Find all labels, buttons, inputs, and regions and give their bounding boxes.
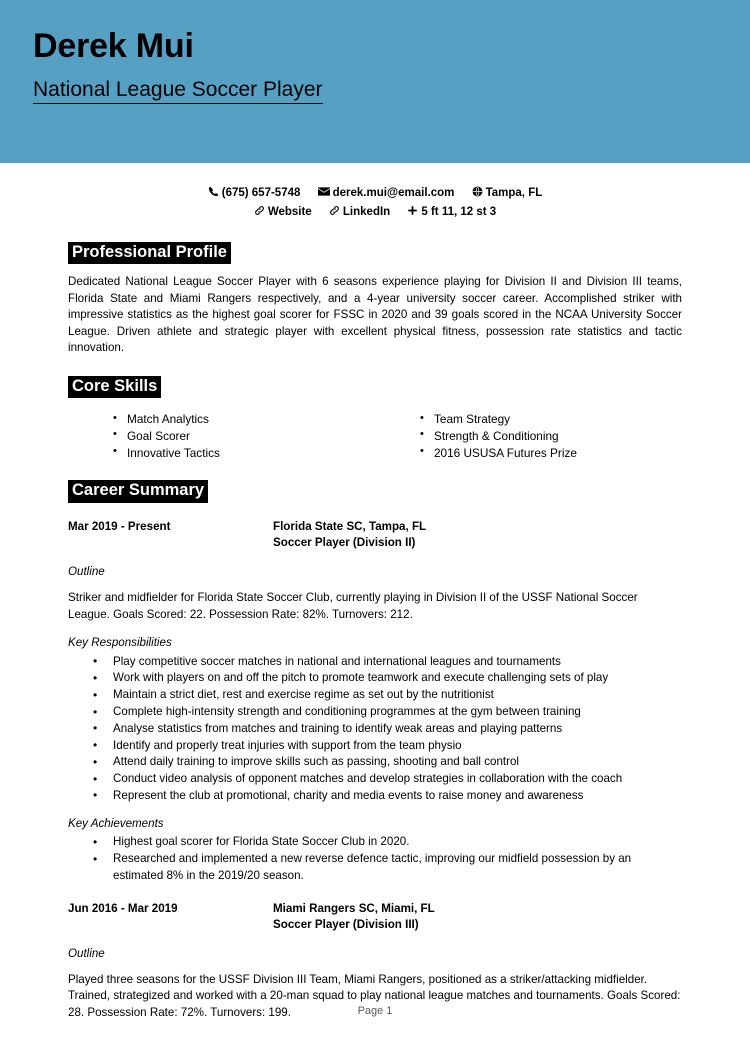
core-skills-list-right	[420, 411, 682, 461]
section-career-summary	[68, 480, 682, 1021]
list-item: • Conduct video analysis of opponent matches and develop strategies in collaboration with the coach	[93, 771, 682, 788]
job-company-role	[273, 901, 682, 934]
job-company: Florida State SC, Tampa, FL	[273, 519, 427, 533]
job-role: Soccer Player (Division II)	[273, 536, 416, 550]
outline-label: Outline	[68, 564, 105, 578]
job-outline: Played three seasons for the USSF Division III Team, Miami Rangers, positioned as a striker/attacking midfielder. Trained, strategized and worked with a 20-man squad to play national league matches and tournaments. Goals Scored: 28. Possession Rate: 72%. Turnovers: 199.	[68, 972, 681, 1019]
contact-linkedin-text: LinkedIn	[342, 206, 391, 219]
job-role: Soccer Player (Division III)	[273, 918, 419, 932]
section-core-skills	[68, 376, 682, 462]
envelope-icon	[318, 186, 330, 197]
responsibilities-label: Key Responsibilities	[68, 636, 172, 650]
list-item: • 2016 USUSA Futures Prize	[420, 445, 682, 462]
page-number: Page 1	[357, 1005, 393, 1017]
section-heading-core-skills: Core Skills	[68, 376, 161, 398]
link-icon	[329, 205, 340, 216]
job-outline: Striker and midfielder for Florida State Soccer Club, currently playing in Division II of the USSF National Soccer League. Goals Scored: 22. Possession Rate: 82%. Turnovers: 212.	[68, 591, 638, 621]
phone-icon	[208, 186, 219, 197]
job-entry	[68, 901, 682, 1022]
list-item: • Play competitive soccer matches in national and international leagues and tournaments	[93, 654, 682, 671]
job-title: National League Soccer Player	[33, 77, 323, 104]
contact-block	[0, 163, 750, 223]
contact-phone-text: (675) 657-5748	[221, 187, 301, 199]
contact-row-1	[0, 184, 750, 203]
job-title-wrap	[33, 66, 750, 104]
header-banner	[0, 0, 750, 163]
list-item: • Work with players on and off the pitch to promote teamwork and execute challenging sets of play	[93, 670, 682, 687]
achievements-list	[68, 834, 682, 884]
contact-phone[interactable]	[208, 184, 301, 203]
core-skills-column-right	[375, 411, 682, 461]
contact-location-text: Tampa, FL	[485, 187, 543, 199]
page-title: Derek Mui	[33, 27, 194, 65]
contact-email[interactable]	[318, 184, 455, 203]
outline-label: Outline	[68, 946, 105, 960]
list-item: • Identify and properly treat injuries with support from the team physio	[93, 738, 682, 755]
list-item: • Complete high-intensity strength and conditioning programmes at the gym between training	[93, 704, 682, 721]
responsibilities-list	[68, 654, 682, 805]
contact-email-text: derek.mui@email.com	[332, 187, 455, 199]
list-item: • Attend daily training to improve skills such as passing, shooting and ball control	[93, 754, 682, 771]
globe-icon	[472, 186, 483, 197]
job-header	[68, 519, 682, 552]
contact-row-2	[0, 203, 750, 222]
list-item: • Match Analytics	[113, 411, 375, 428]
job-company-role	[273, 519, 682, 552]
contact-physical	[407, 203, 496, 222]
contact-website-text: Website	[267, 206, 312, 219]
list-item: • Analyse statistics from matches and training to identify weak areas and playing patterns	[93, 721, 682, 738]
section-heading-career-summary: Career Summary	[68, 480, 208, 502]
job-header	[68, 901, 682, 934]
contact-physical-text: 5 ft 11, 12 st 3	[421, 206, 497, 219]
section-professional-profile	[68, 242, 682, 357]
contact-linkedin[interactable]	[329, 203, 390, 222]
page-footer	[0, 1005, 750, 1017]
core-skills-columns	[68, 411, 682, 461]
link-icon	[254, 205, 265, 216]
job-entry	[68, 519, 682, 885]
job-company: Miami Rangers SC, Miami, FL	[273, 901, 435, 915]
list-item: • Represent the club at promotional, charity and media events to raise money and awareness	[93, 788, 682, 805]
list-item: • Maintain a strict diet, rest and exercise regime as set out by the nutritionist	[93, 687, 682, 704]
list-item: • Researched and implemented a new reverse defence tactic, improving our midfield possession by an estimated 8% in the 2019/20 season.	[93, 851, 682, 885]
core-skills-column-left	[68, 411, 375, 461]
profile-paragraph: Dedicated National League Soccer Player with 6 seasons experience playing for Division II and Division III teams, Florida State and Miami Rangers respectively, and a 4-year university soccer career. Accomplished striker with impressive statistics as the highest goal scorer for FSSC in 2020 and 39 goals scored in the NCAA University Soccer League. Driven athlete and strategic player with excellent physical fitness, possession rate statistics and tactic innovation.	[68, 275, 682, 355]
achievements-label: Key Achievements	[68, 816, 164, 830]
list-item: • Strength & Conditioning	[420, 428, 682, 445]
core-skills-list-left	[113, 411, 375, 461]
list-item: • Team Strategy	[420, 411, 682, 428]
section-heading-profile: Professional Profile	[68, 242, 231, 264]
job-dates: Jun 2016 - Mar 2019	[68, 901, 178, 915]
plus-icon	[407, 205, 418, 216]
contact-website[interactable]	[254, 203, 312, 222]
contact-location[interactable]	[472, 184, 543, 203]
resume-body	[0, 242, 750, 1021]
list-item: • Highest goal scorer for Florida State Soccer Club in 2020.	[93, 834, 682, 851]
job-dates: Mar 2019 - Present	[68, 519, 171, 533]
list-item: • Goal Scorer	[113, 428, 375, 445]
list-item: • Innovative Tactics	[113, 445, 375, 462]
